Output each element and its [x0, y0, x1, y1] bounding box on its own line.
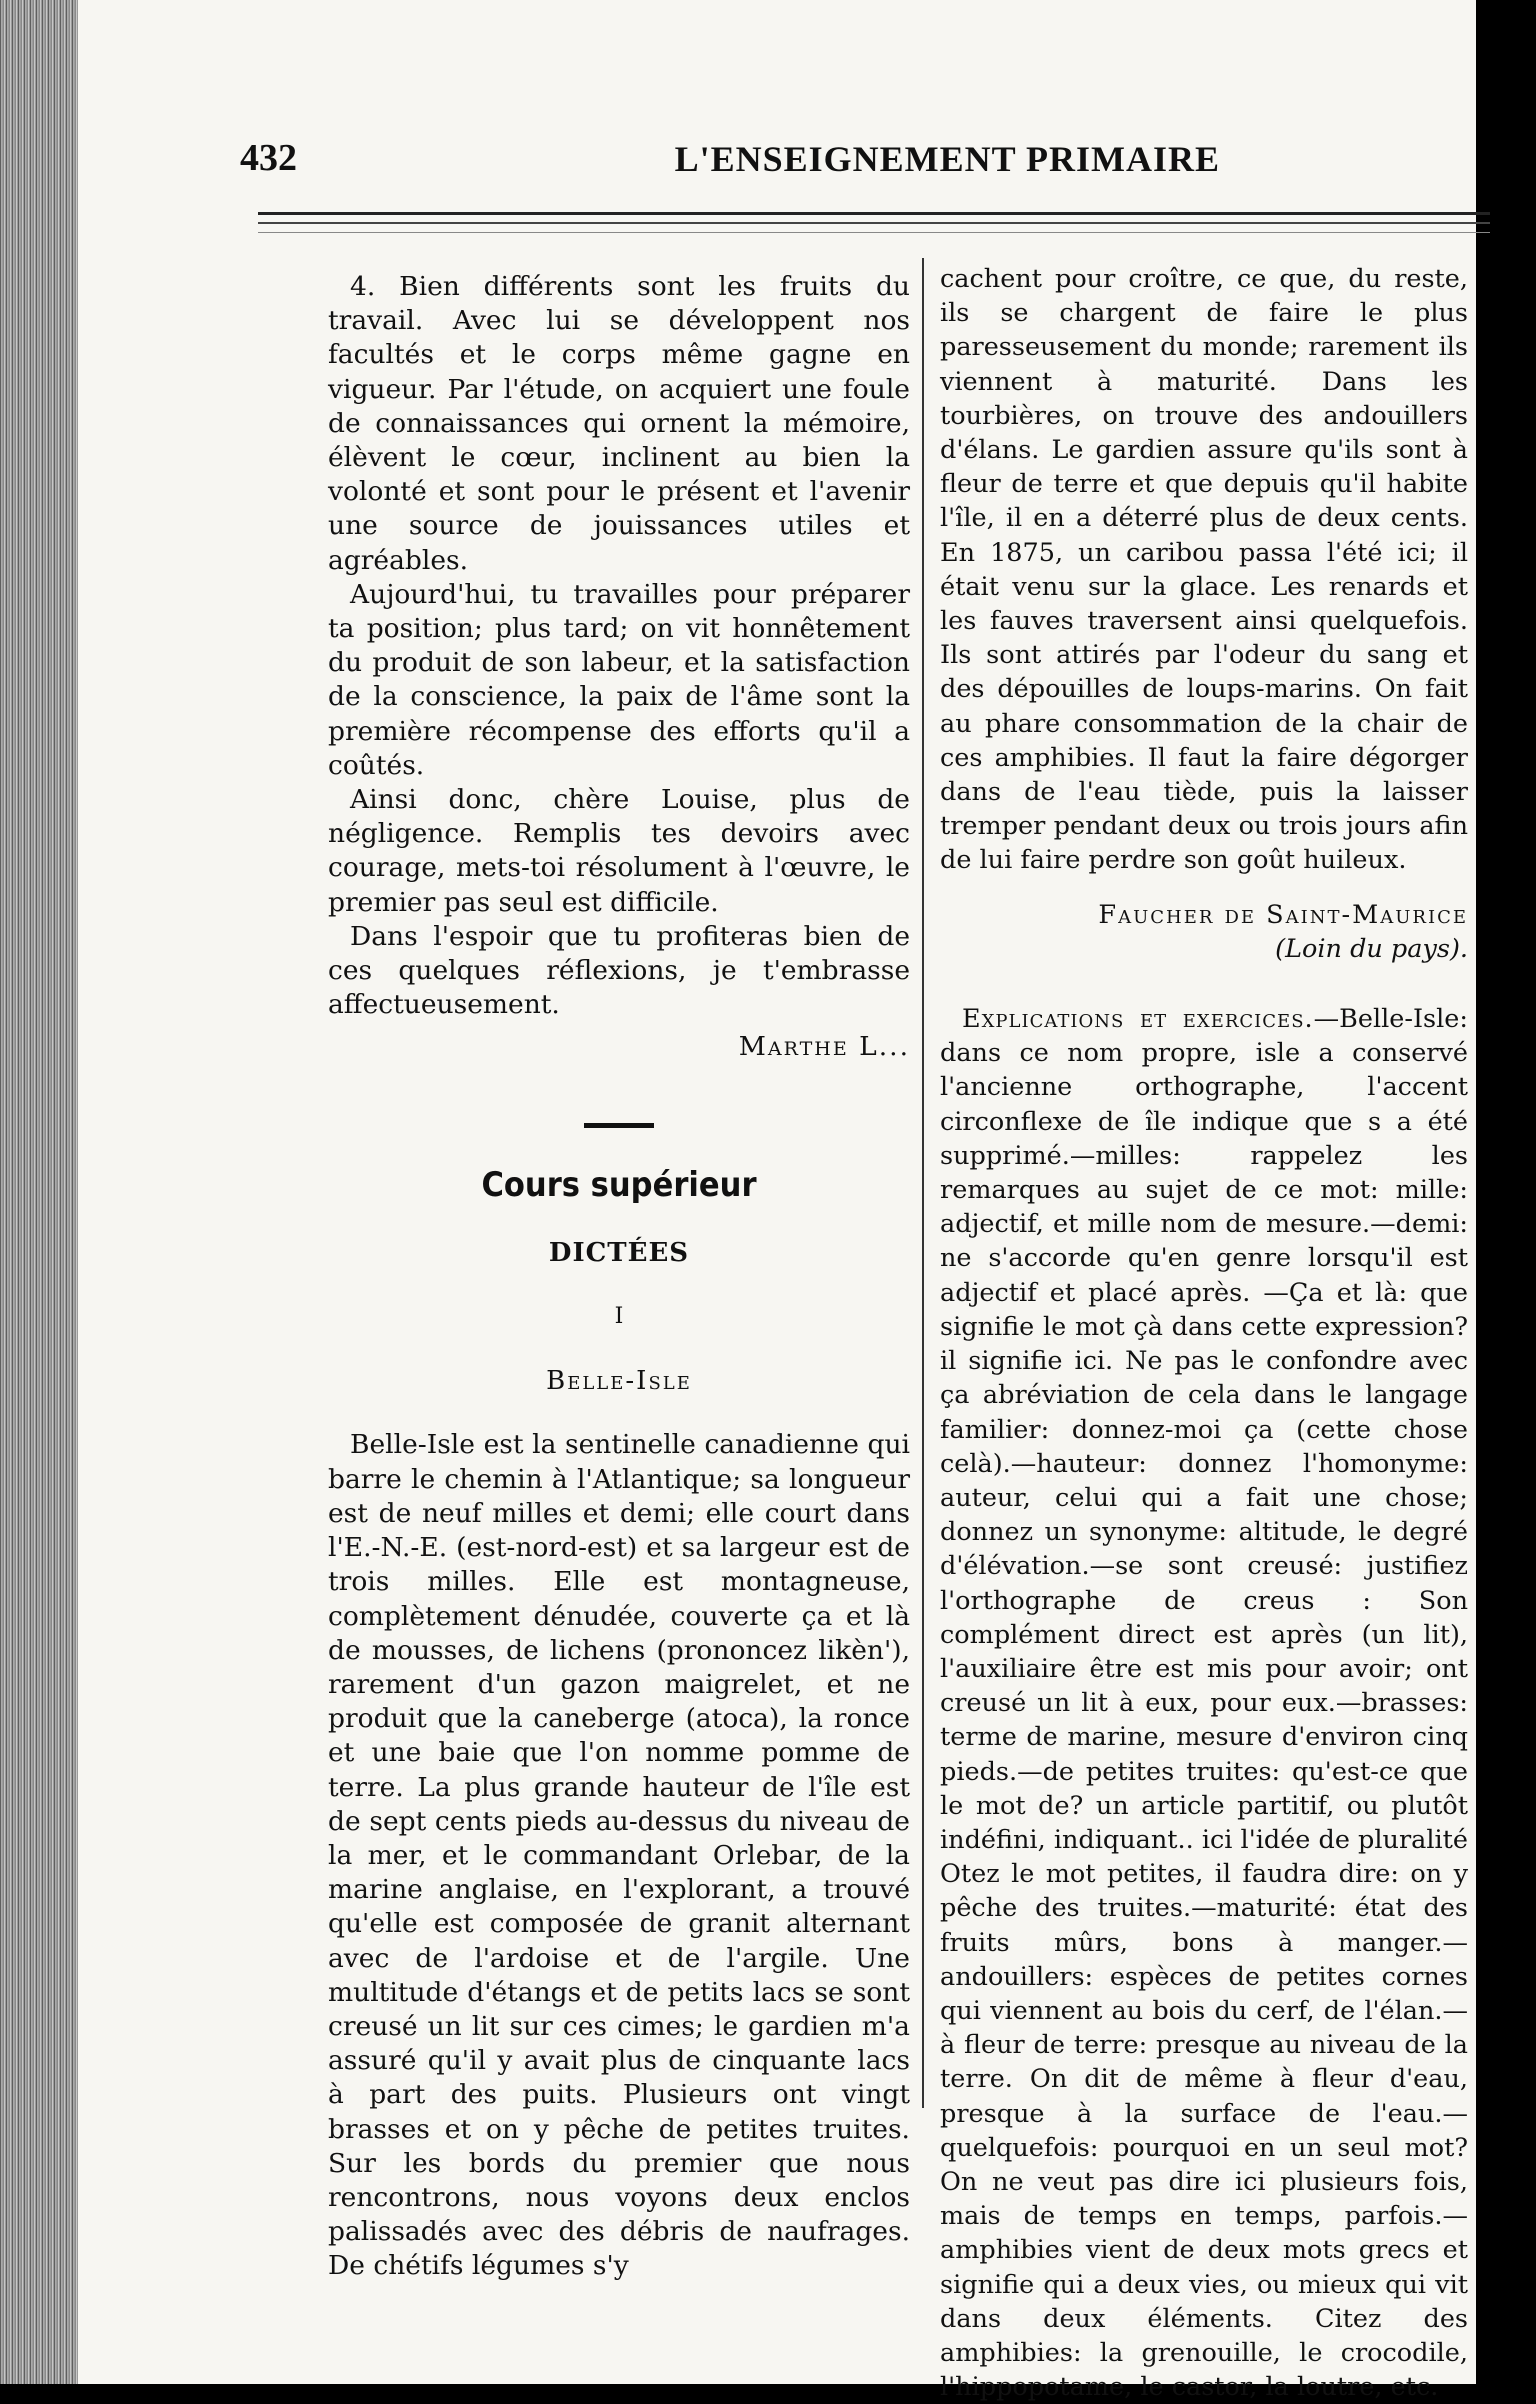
- letter-paragraph: 4. Bien différents sont les fruits du travail. Avec lui se développent nos facultés et le corps même gagne en vigueur. Par l'étude, on acquiert une foule de connaissances qui ornent la mémoire, élèvent le cœur, inclinent au bien la volonté et sont pour le présent et l'avenir une source de jouissances utiles et agréables.: [328, 271, 910, 576]
- page-header: [240, 120, 1220, 180]
- dictation-number: I: [614, 1304, 624, 1330]
- scan-background: [1476, 0, 1536, 2384]
- section-divider: [584, 1123, 654, 1128]
- letter-paragraph: Dans l'espoir que tu profiteras bien de ces quelques réflexions, je t'embrasse affectueusement.: [328, 920, 910, 1021]
- dictation-text: Belle-Isle est la sentinelle canadienne qui barre le chemin à l'Atlantique; sa longueur est de neuf milles et demi; elle court dans l'E.-N.-E. (est-nord-est) et sa largeur est de trois milles. Elle est montagneuse, complètement dénudée, couverte ça et là de mousses, de lichens (prononcez likèn'), rarement d'un gazon maigrelet, et ne produit que la caneberge (atoca), la ronce et une baie que l'on nomme pomme de terre. La plus grande hauteur de l'île est de sept cents pieds au-dessus du niveau de la mer, et le commandant Orlebar, de la marine anglaise, en l'explorant, a trouvé qu'elle est composée de granit alternant avec de l'ardoise et de l'argile. Une multitude d'étangs et de petits lacs se sont creusé un lit sur ces cimes; le gardien m'a assuré qu'il y avait plus de cinquante lacs à part des puits. Plusieurs ont vingt brasses et on y pêche de petites truites. Sur les bords du premier que nous rencontrons, nous voyons deux enclos palissadés avec des débris de naufrages. De chétifs légumes s'y: [328, 1429, 910, 2282]
- letter-paragraph: Ainsi donc, chère Louise, plus de négligence. Remplis tes devoirs avec courage, mets-toi résolument à l'œuvre, le premier pas seul est difficile.: [328, 784, 910, 918]
- section-title: Cours supérieur: [481, 1164, 757, 1205]
- column-divider: [922, 258, 924, 2108]
- dictation-text-continued: cachent pour croître, ce que, du reste, ils se chargent de faire le plus paresseusement du monde; rarement ils viennent à maturité. Dans les tourbières, on trouve des andouillers d'élans. Le gardien assure qu'ils sont à fleur de terre et que depuis qu'il habite l'île, il en a déterré plus de deux cents. En 1875, un caribou passa l'été ici; il était venu sur la glace. Les renards et les fauves traversent ainsi quelquefois. Ils sont attirés par l'odeur du sang et des dépouilles de loups-marins. On fait au phare consommation de la chair de ces amphibies. Il faut la faire dégorger dans de l'eau tiède, puis la laisser tremper pendant deux ou trois jours afin de lui faire perdre son goût huileux.: [940, 264, 1468, 876]
- dictation-author: Faucher de Saint-Maurice: [1098, 899, 1468, 930]
- letter-signature: Marthe L...: [738, 1031, 910, 1063]
- letter-paragraph: Aujourd'hui, tu travailles pour préparer ta position; plus tard; on vit honnêtement du produit de son labeur, et la satisfaction de la conscience, la paix de l'âme sont la première récompense des efforts qu'il a coûtés.: [328, 578, 910, 781]
- right-column: [940, 262, 1468, 2404]
- header-rule: [258, 212, 1490, 215]
- journal-title: L'ENSEIGNEMENT PRIMAIRE: [674, 139, 1220, 179]
- left-column: [328, 270, 910, 2284]
- dictation-source: (Loin du pays).: [1275, 933, 1468, 964]
- section-subtitle: DICTÉES: [548, 1237, 690, 1268]
- header-rule: [258, 232, 1490, 233]
- header-rule: [258, 222, 1490, 224]
- explanations-text: —Belle-Isle: dans ce nom propre, isle a conservé l'ancienne orthographe, l'accent circonflexe de île indique que s a été supprimé.—milles: rappelez les remarques au sujet de ce mot: mille: adjectif, et mille nom de mesure.—demi: ne s'accorde qu'en genre lorsqu'il est adjectif et placé après. —Ça et là: que signifie le mot çà dans cette expression? il signifie ici. Ne pas le confondre avec ça abréviation de cela dans le langage familier: donnez-moi ça (cette chose celà).—hauteur: donnez l'homonyme: auteur, celui qui a fait une chose; donnez un synonyme: altitude, le degré d'élévation.—se sont creusé: justifiez l'orthographe de creus : Son complément direct est après (un lit), l'auxiliaire être est mis pour avoir; ont creusé un lit à eux, pour eux.—brasses: terme de marine, mesure d'environ cinq pieds.—de petites truites: qu'est-ce que le mot de? un article partitif, ou plutôt indéfini, indiquant.. ici l'idée de pluralité Otez le mot petites, il faudra dire: on y pêche des truites.—maturité: état des fruits mûrs, bons à manger.—andouillers: espèces de petites cornes qui viennent au bois du cerf, de l'élan.—à fleur de terre: presque au niveau de la terre. On dit de même à fleur d'eau, presque à la surface de l'eau.—quelquefois: pourquoi en un seul mot? On ne veut pas dire ici plusieurs fois, mais de temps en temps, parfois.—amphibies vient de deux mots grecs et signifie qui a deux vies, ou mieux qui vit dans deux éléments. Citez des amphibies: la grenouille, le crocodile, l'hippopotame, le castor, la loutre, etc.: [940, 1004, 1468, 2403]
- dictation-title: Belle-Isle: [546, 1366, 692, 1397]
- explanations-heading: Explications et exercices.: [962, 1004, 1314, 1035]
- book-page-edges: [0, 0, 78, 2384]
- page-number: 432: [240, 137, 297, 179]
- explanations-paragraph: [940, 1002, 1468, 2404]
